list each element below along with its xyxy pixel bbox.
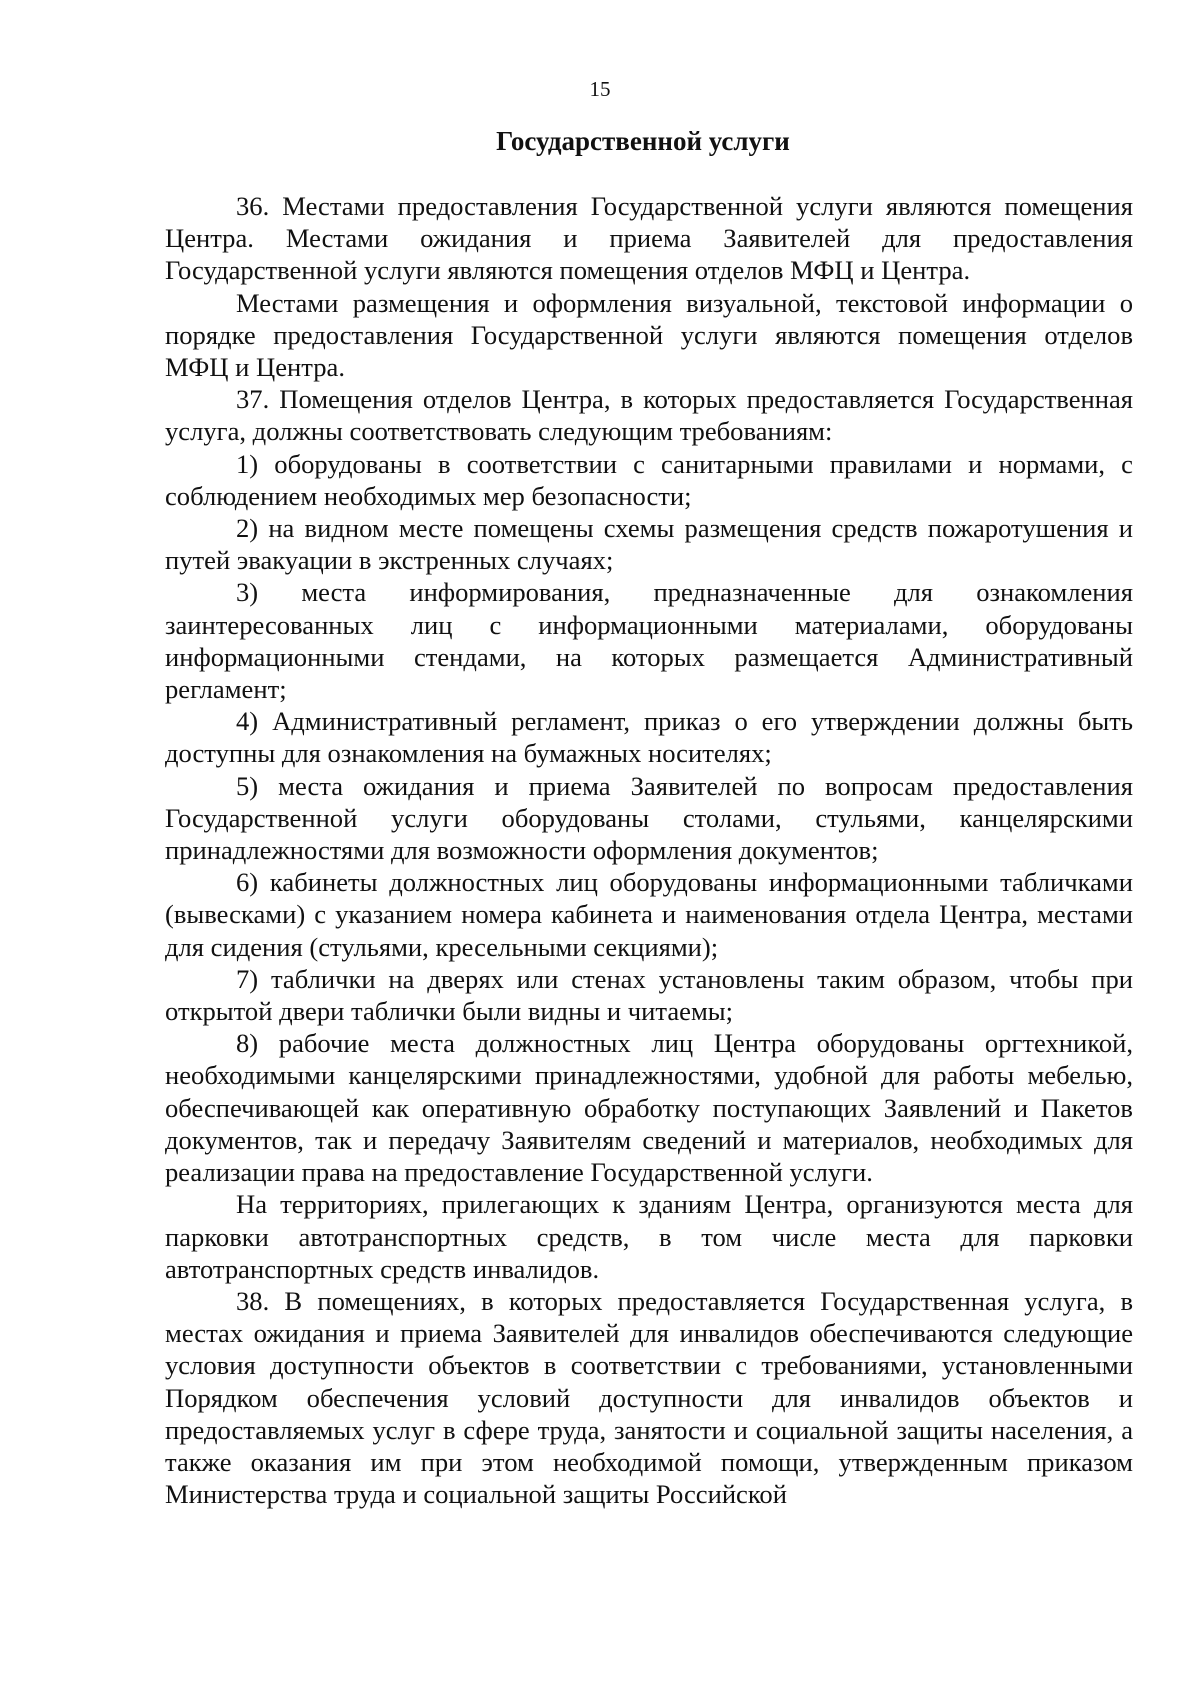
paragraph-parking: На территориях, прилегающих к зданиям Центра, организуются места для парковки автотранспортных средств, в том числе места для парковки автотранспортных средств инвалидов. xyxy=(165,1189,1133,1284)
list-item-7: 7) таблички на дверях или стенах установлены таким образом, чтобы при открытой двери таблички были видны и читаемы; xyxy=(165,963,1133,1027)
list-item-4: 4) Административный регламент, приказ о его утверждении должны быть доступны для ознакомления на бумажных носителях; xyxy=(165,706,1133,769)
body-text xyxy=(165,190,1133,1510)
paragraph-info-places: Местами размещения и оформления визуальной, текстовой информации о порядке предоставления Государственной услуги являются помещения отделов МФЦ и Центра. xyxy=(165,287,1133,383)
paragraph-38: 38. В помещениях, в которых предоставляется Государственная услуга, в местах ожидания и приема Заявителей для инвалидов обеспечиваются следующие условия доступности объектов в соответствии с требованиями, установленными Порядком обеспечения условий доступности для инвалидов объектов и предоставляемых услуг в сфере труда, занятости и социальной защиты населения, а также оказания им при этом необходимой помощи, утвержденным приказом Министерства труда и социальной защиты Российской xyxy=(165,1285,1133,1510)
list-item-2: 2) на видном месте помещены схемы размещения средств пожаротушения и путей эвакуации в экстренных случаях; xyxy=(165,513,1133,576)
section-heading: Государственной услуги xyxy=(496,126,790,156)
list-item-1: 1) оборудованы в соответствии с санитарными правилами и нормами, с соблюдением необходимых мер безопасности; xyxy=(165,448,1133,511)
list-item-6: 6) кабинеты должностных лиц оборудованы информационными табличками (вывесками) с указанием номера кабинета и наименования отдела Центра, местами для сидения (стульями, кресельными секциями); xyxy=(165,867,1133,962)
paragraph-37: 37. Помещения отделов Центра, в которых предоставляется Государственная услуга, должны соответствовать следующим требованиям: xyxy=(165,384,1133,447)
page-number: 15 xyxy=(589,77,611,101)
list-item-8: 8) рабочие места должностных лиц Центра оборудованы оргтехникой, необходимыми канцелярскими принадлежностями, удобной для работы мебелью, обеспечивающей как оперативную обработку поступающих Заявлений и Пакетов документов, так и передачу Заявителям сведений и материалов, необходимых для реализации права на предоставление Государственной услуги. xyxy=(165,1028,1133,1188)
list-item-3: 3) места информирования, предназначенные для ознакомления заинтересованных лиц с информационными материалами, оборудованы информационными стендами, на которых размещается Административный регламент; xyxy=(165,577,1133,705)
list-item-5: 5) места ожидания и приема Заявителей по вопросам предоставления Государственной услуги оборудованы столами, стульями, канцелярскими принадлежностями для возможности оформления документов; xyxy=(165,770,1133,866)
paragraph-36: 36. Местами предоставления Государственной услуги являются помещения Центра. Местами ожидания и приема Заявителей для предоставления Государственной услуги являются помещения отделов МФЦ и Центра. xyxy=(165,191,1133,286)
